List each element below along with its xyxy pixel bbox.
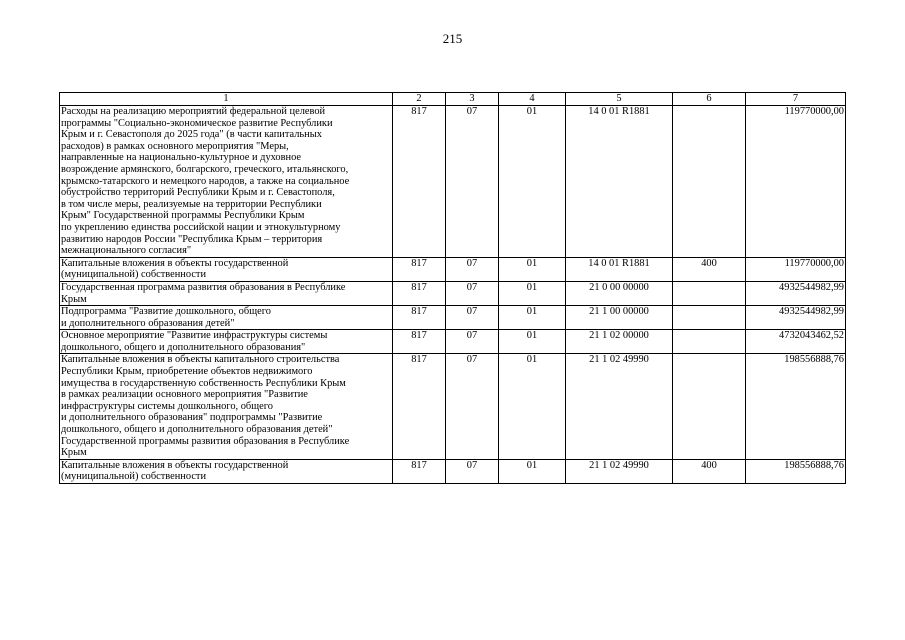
- target-article-code: 21 1 02 00000: [566, 330, 673, 354]
- expense-name: Капитальные вложения в объекты государственной (муниципальной) собственности: [60, 257, 393, 281]
- expense-type-code: [673, 281, 746, 305]
- target-article-code: 21 1 02 49990: [566, 459, 673, 483]
- expense-type-code: [673, 354, 746, 459]
- table-row: [60, 281, 846, 305]
- ministry-code: 817: [393, 459, 446, 483]
- section-code: 07: [446, 306, 499, 330]
- table-row: [60, 354, 846, 459]
- header-cell: 7: [746, 93, 846, 106]
- section-code: 07: [446, 354, 499, 459]
- subsection-code: 01: [499, 281, 566, 305]
- expense-type-code: [673, 106, 746, 258]
- page-number: 215: [442, 31, 463, 46]
- ministry-code: 817: [393, 257, 446, 281]
- amount: 4732043462,52: [746, 330, 846, 354]
- table-row: [60, 306, 846, 330]
- expense-name: Капитальные вложения в объекты капитального строительства Республики Крым, приобретение объектов недвижимого имущества в государственную собственность Республики Крым в рамках реализации основного мероприятия "Развитие инфраструктуры системы дошкольного, общего и дополнительного образования" подпрограммы "Развитие дошкольного, общего и дополнительного образования детей" Государственной программы развития образования в Республике Крым: [60, 354, 393, 459]
- expense-name: Подпрограмма "Развитие дошкольного, общего и дополнительного образования детей": [60, 306, 393, 330]
- ministry-code: 817: [393, 354, 446, 459]
- header-cell: 5: [566, 93, 673, 106]
- target-article-code: 14 0 01 R1881: [566, 106, 673, 258]
- expense-name: Основное мероприятие "Развитие инфраструктуры системы дошкольного, общего и дополнительного образования": [60, 330, 393, 354]
- expense-name: Капитальные вложения в объекты государственной (муниципальной) собственности: [60, 459, 393, 483]
- section-code: 07: [446, 106, 499, 258]
- subsection-code: 01: [499, 257, 566, 281]
- amount: 119770000,00: [746, 106, 846, 258]
- header-cell: 1: [60, 93, 393, 106]
- expense-type-code: 400: [673, 257, 746, 281]
- ministry-code: 817: [393, 281, 446, 305]
- section-code: 07: [446, 459, 499, 483]
- subsection-code: 01: [499, 459, 566, 483]
- section-code: 07: [446, 257, 499, 281]
- subsection-code: 01: [499, 330, 566, 354]
- ministry-code: 817: [393, 330, 446, 354]
- target-article-code: 21 1 02 49990: [566, 354, 673, 459]
- amount: 119770000,00: [746, 257, 846, 281]
- section-code: 07: [446, 281, 499, 305]
- header-cell: 6: [673, 93, 746, 106]
- header-cell: 4: [499, 93, 566, 106]
- budget-table: [59, 92, 846, 484]
- header-cell: 2: [393, 93, 446, 106]
- amount: 4932544982,99: [746, 281, 846, 305]
- target-article-code: 21 1 00 00000: [566, 306, 673, 330]
- target-article-code: 21 0 00 00000: [566, 281, 673, 305]
- table-row: [60, 257, 846, 281]
- subsection-code: 01: [499, 306, 566, 330]
- target-article-code: 14 0 01 R1881: [566, 257, 673, 281]
- subsection-code: 01: [499, 106, 566, 258]
- ministry-code: 817: [393, 106, 446, 258]
- amount: 4932544982,99: [746, 306, 846, 330]
- expense-name: Расходы на реализацию мероприятий федеральной целевой программы "Социально-экономическое развитие Республики Крым и г. Севастополя до 2025 года" (в части капитальных расходов) в рамках основного мероприятия "Меры, направленные на национально-культурное и духовное возрождение армянского, болгарского, греческого, итальянского, крымско-татарского и немецкого народов, а также на социальное обустройство территорий Республики Крым и г. Севастополя, в том числе меры, реализуемые на территории Республики Крым" Государственной программы Республики Крым по укреплению единства российской нации и этнокультурному развитию народов России "Республика Крым – территория межнационального согласия": [60, 106, 393, 258]
- section-code: 07: [446, 330, 499, 354]
- table-row: [60, 459, 846, 483]
- subsection-code: 01: [499, 354, 566, 459]
- amount: 198556888,76: [746, 459, 846, 483]
- header-cell: 3: [446, 93, 499, 106]
- expense-name: Государственная программа развития образования в Республике Крым: [60, 281, 393, 305]
- expense-type-code: [673, 330, 746, 354]
- ministry-code: 817: [393, 306, 446, 330]
- header-row: [60, 93, 846, 106]
- expense-type-code: [673, 306, 746, 330]
- table-row: [60, 106, 846, 258]
- expense-type-code: 400: [673, 459, 746, 483]
- amount: 198556888,76: [746, 354, 846, 459]
- table-row: [60, 330, 846, 354]
